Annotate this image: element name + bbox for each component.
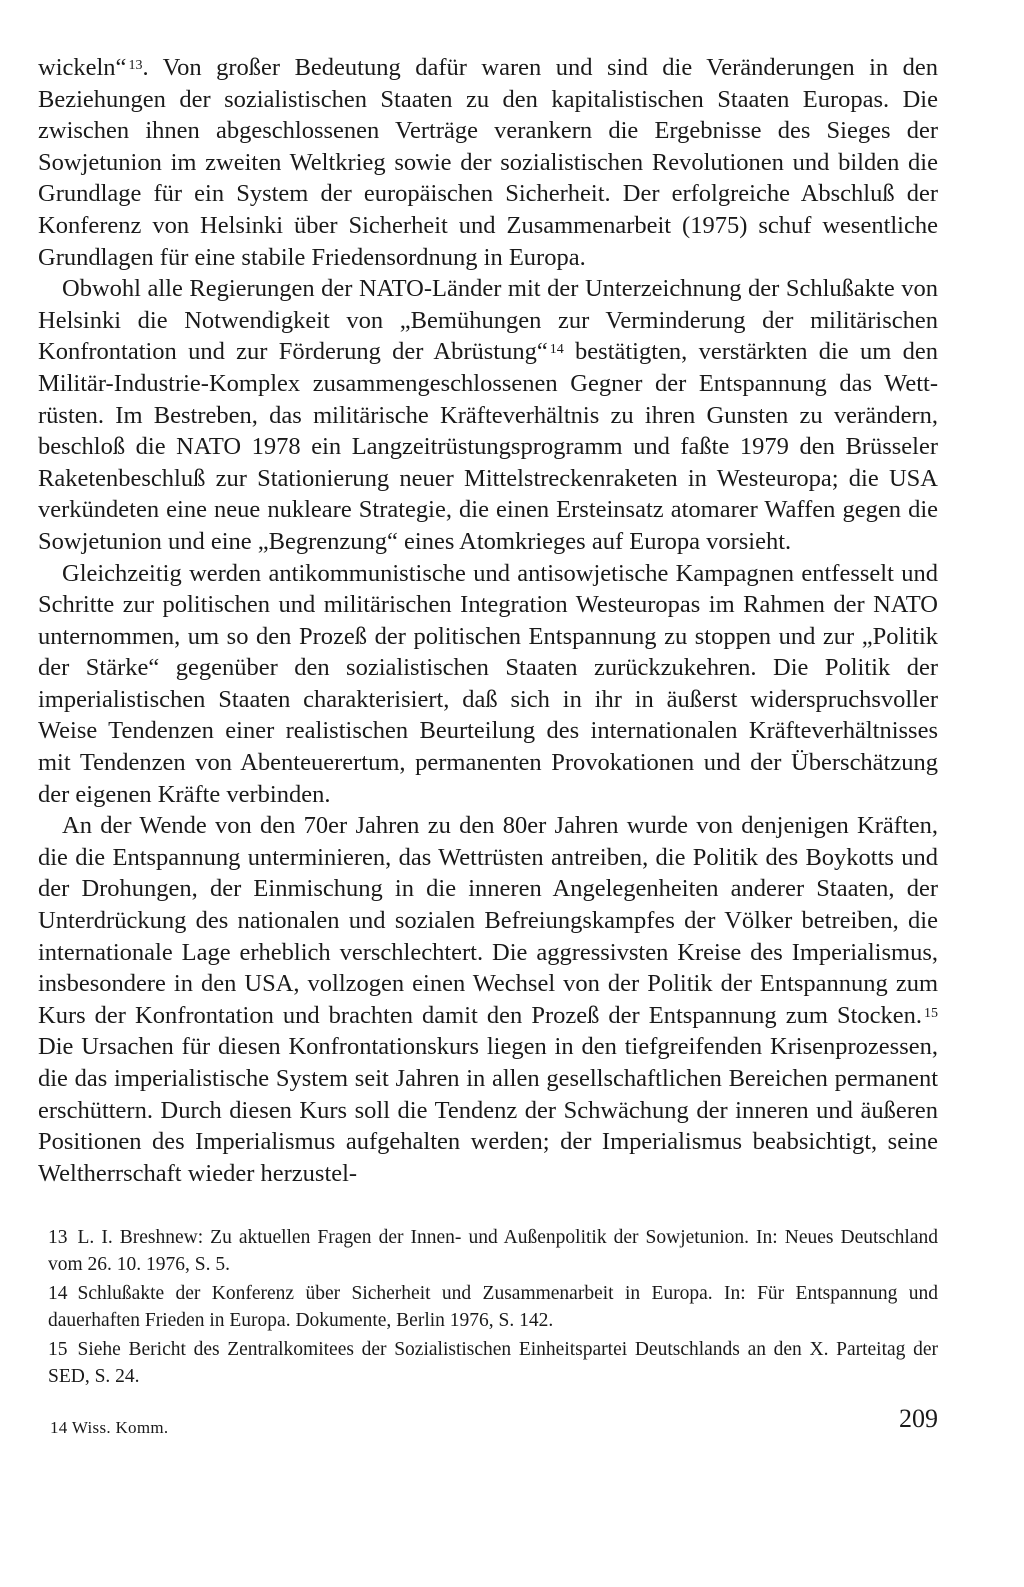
- footnote-number: 15: [48, 1339, 68, 1360]
- paragraph-text-continued: Die Ursachen für diesen Konfrontationskurs liegen in den tiefgreifenden Krisenprozessen, die das imperialistische System seit Jahren in allen gesellschaftlichen Bereichen permanent erschüttern. Durch diesen Kurs soll die Tendenz der Schwächung der inneren und äußeren Positionen des Imperialismus aufgehalten werden; der Imperialismus beabsichtigt, seine Weltherrschaft wieder herzustel-: [38, 1033, 938, 1187]
- footnote-text: L. I. Breshnew: Zu aktuellen Fragen der Innen- und Außenpolitik der Sowjetunion. In: Neues Deutschland vom 26. 10. 1976, S. 5.: [48, 1227, 938, 1275]
- footnote-number: 14: [48, 1283, 68, 1304]
- page-number: 209: [899, 1404, 938, 1433]
- signature-mark: 14 Wiss. Komm.: [50, 1418, 169, 1437]
- footnote-number: 13: [48, 1227, 68, 1248]
- footnote-ref-13: 13: [128, 58, 143, 73]
- paragraph-3: [38, 558, 938, 811]
- paragraph-text: An der Wende von den 70er Jahren zu den 80er Jahren wurde von denjenigen Kräften, die die Entspannung unterminieren, das Wettrüsten antreiben, die Politik des Boykotts und der Drohungen, der Einmischung in die inneren Angelegenheiten anderer Staaten, der Unterdrückung des nationalen und sozialen Befreiungskampfes der Völker betreiben, die internationale Lage erheblich verschlechtert. Die aggressivsten Kreise des Imperialismus, insbesondere in den USA, vollzogen einen Wechsel von der Politik der Entspannung zum Kurs der Konfrontation und brachten damit den Prozeß der Entspannung zum Stocken.: [38, 812, 938, 1029]
- paragraph-1: [38, 52, 938, 273]
- paragraph-text: Obwohl alle Regierungen der NATO-Länder mit der Unterzeichnung der Schlußakte von Helsinki die Notwendigkeit von „Bemühungen zur Verminderung der militärischen Konfrontation und zur Förderung der Abrüstung“: [38, 275, 938, 366]
- paragraph-4: [38, 810, 938, 1189]
- footnote-text: Schlußakte der Konferenz über Sicherheit und Zusammenarbeit in Europa. In: Für Entspannung und dauerhaften Frieden in Europa. Dokumente, Berlin 1976, S. 142.: [48, 1283, 938, 1331]
- footnote-14: [48, 1281, 938, 1334]
- body-text: [38, 52, 938, 1189]
- footnotes: [48, 1225, 938, 1393]
- paragraph-text-continued: bestätigten, verstärkten die um den Militär-Industrie-Komplex zusammengeschlossenen Gegner der Entspannung das Wettrüsten. Im Bestreben, das militärische Kräfteverhältnis zu ihren Gunsten zu verändern, beschloß die NATO 1978 ein Langzeitrüstungsprogramm und faßte 1979 den Brüsseler Raketenbeschluß zur Stationierung neuer Mittelstreckenraketen in Westeuropa; die USA verkündeten eine neue nukleare Strategie, die einen Ersteinsatz atomarer Waffen gegen die Sowjetunion und eine „Begrenzung“ eines Atomkrieges auf Europa vorsieht.: [38, 338, 938, 555]
- paragraph-2: [38, 273, 938, 557]
- paragraph-text: wickeln“: [38, 54, 127, 81]
- footnote-ref-15: 15: [924, 1005, 938, 1021]
- footnote-13: [48, 1225, 938, 1278]
- footnote-text: Siehe Bericht des Zentralkomitees der Sozialistischen Einheitspartei Deutschlands an den X. Parteitag der SED, S. 24.: [48, 1339, 938, 1387]
- footnote-ref-14: 14: [549, 342, 564, 358]
- footnote-15: [48, 1337, 938, 1390]
- paragraph-text: Gleichzeitig werden antikommunistische und antisowjetische Kampagnen entfesselt und Schritte zur politischen und militärischen Integration Westeuropas im Rahmen der NATO unternommen, um so den Prozeß der politischen Entspannung zu stoppen und zur „Politik der Stärke“ gegenüber den sozialistischen Staaten zurückzukehren. Die Politik der imperialistischen Staaten charakterisiert, daß sich in ihr in äußerst widerspruchsvoller Weise Tendenzen einer realistischen Beurteilung des internationalen Kräfteverhältnisses mit Tendenzen von Abenteuerertum, permanenten Provokationen und der Überschätzung der eigenen Kräfte verbinden.: [38, 559, 938, 808]
- paragraph-text-continued: . Von großer Bedeutung dafür waren und sind die Veränderungen in den Beziehungen der sozialistischen Staaten zu den kapitalistischen Staaten Europas. Die zwischen ihnen abgeschlossenen Verträge verankern die Ergebnisse des Sieges der Sowjetunion im zweiten Weltkrieg sowie der sozialistischen Revolutionen und bilden die Grundlage für ein System der europäischen Sicherheit. Der erfolgreiche Abschluß der Konferenz von Helsinki über Sicherheit und Zusammenarbeit (1975) schuf wesentliche Grundlagen für eine stabile Friedensordnung in Europa.: [38, 54, 938, 271]
